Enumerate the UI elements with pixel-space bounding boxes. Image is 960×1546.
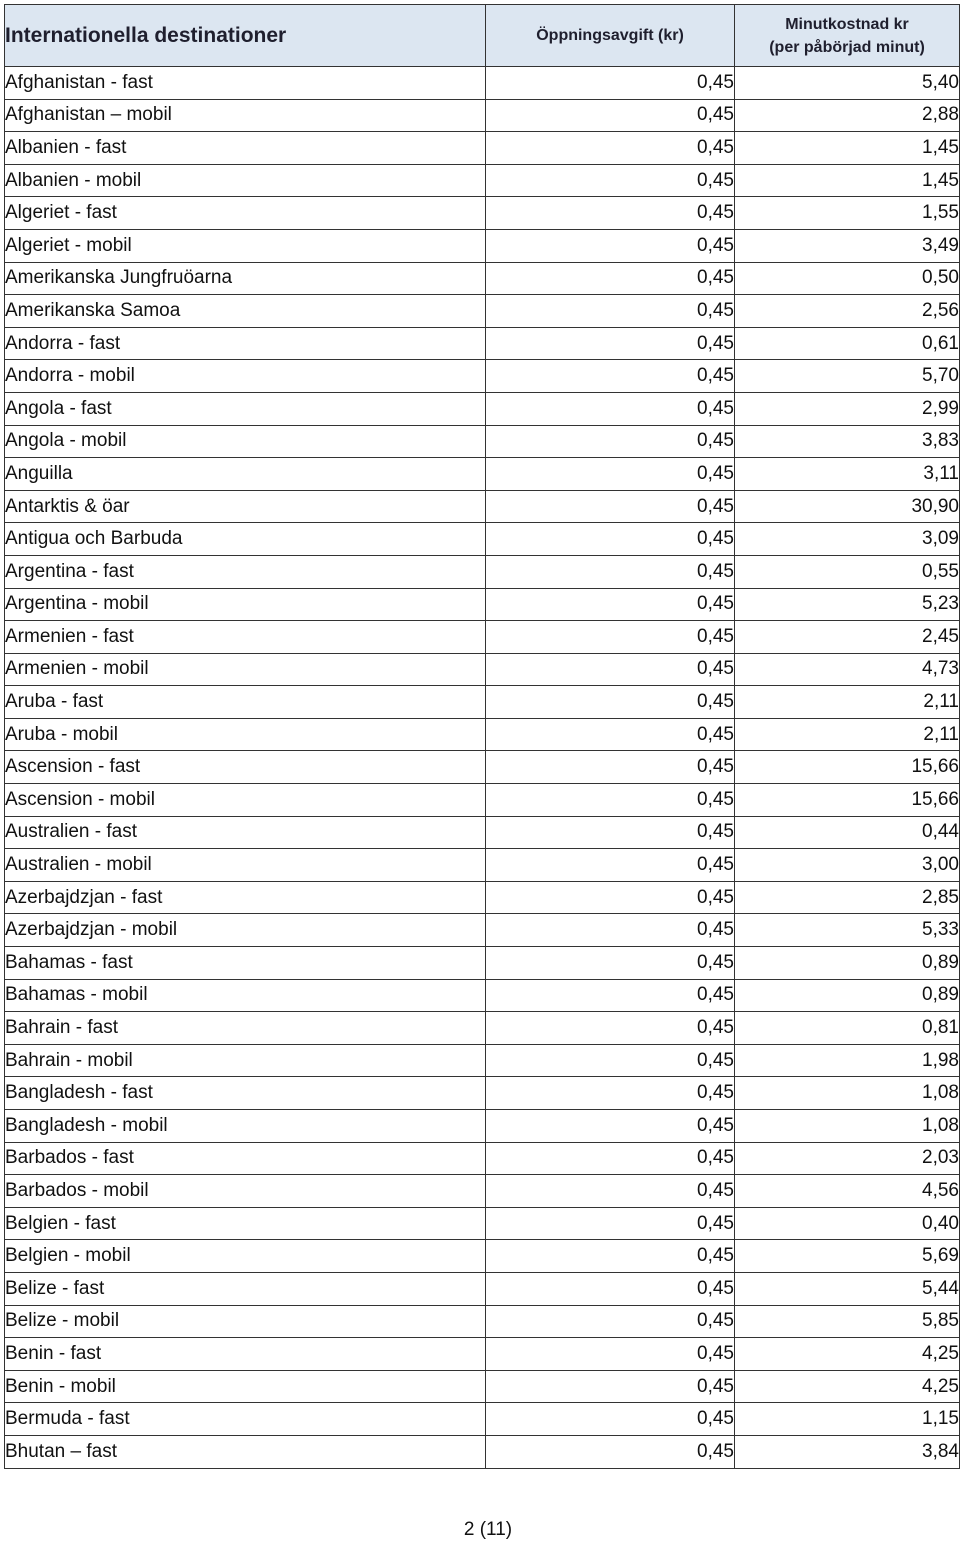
table-row <box>5 197 960 230</box>
cell-opening-fee: 0,45 <box>486 751 735 784</box>
page-number: 2 (11) <box>463 1519 513 1540</box>
table-row <box>5 881 960 914</box>
table-row <box>5 1110 960 1143</box>
cell-per-minute: 5,85 <box>735 1305 960 1338</box>
cell-opening-fee: 0,45 <box>486 99 735 132</box>
cell-opening-fee: 0,45 <box>486 132 735 165</box>
cell-per-minute: 0,40 <box>735 1207 960 1240</box>
cell-per-minute: 5,69 <box>735 1240 960 1273</box>
cell-per-minute: 2,99 <box>735 392 960 425</box>
cell-per-minute: 0,44 <box>735 816 960 849</box>
cell-per-minute: 2,11 <box>735 718 960 751</box>
cell-opening-fee: 0,45 <box>486 881 735 914</box>
cell-per-minute: 4,25 <box>735 1338 960 1371</box>
cell-per-minute: 1,45 <box>735 164 960 197</box>
table-row <box>5 1272 960 1305</box>
cell-opening-fee: 0,45 <box>486 979 735 1012</box>
cell-destination: Azerbajdzjan - mobil <box>5 914 486 947</box>
cell-opening-fee: 0,45 <box>486 490 735 523</box>
cell-per-minute: 3,11 <box>735 458 960 491</box>
cell-per-minute: 0,81 <box>735 1012 960 1045</box>
cell-destination: Angola - fast <box>5 392 486 425</box>
cell-per-minute: 5,40 <box>735 67 960 100</box>
table-row <box>5 1175 960 1208</box>
cell-per-minute: 4,73 <box>735 653 960 686</box>
cell-destination: Anguilla <box>5 458 486 491</box>
cell-opening-fee: 0,45 <box>486 1370 735 1403</box>
cell-destination: Afghanistan – mobil <box>5 99 486 132</box>
cell-destination: Andorra - mobil <box>5 360 486 393</box>
cell-opening-fee: 0,45 <box>486 523 735 556</box>
cell-destination: Afghanistan - fast <box>5 67 486 100</box>
table-body <box>5 67 960 1469</box>
table-row <box>5 588 960 621</box>
cell-opening-fee: 0,45 <box>486 327 735 360</box>
cell-destination: Aruba - fast <box>5 686 486 719</box>
cell-destination: Ascension - mobil <box>5 784 486 817</box>
cell-per-minute: 0,61 <box>735 327 960 360</box>
cell-opening-fee: 0,45 <box>486 1110 735 1143</box>
table-row <box>5 425 960 458</box>
table-row <box>5 1142 960 1175</box>
cell-destination: Amerikanska Samoa <box>5 295 486 328</box>
cell-opening-fee: 0,45 <box>486 360 735 393</box>
cell-opening-fee: 0,45 <box>486 1272 735 1305</box>
cell-per-minute: 2,45 <box>735 621 960 654</box>
table-row <box>5 1077 960 1110</box>
cell-destination: Bangladesh - mobil <box>5 1110 486 1143</box>
table-row <box>5 1370 960 1403</box>
cell-opening-fee: 0,45 <box>486 621 735 654</box>
cell-destination: Angola - mobil <box>5 425 486 458</box>
cell-per-minute: 0,50 <box>735 262 960 295</box>
cell-per-minute: 2,56 <box>735 295 960 328</box>
cell-destination: Armenien - fast <box>5 621 486 654</box>
cell-opening-fee: 0,45 <box>486 914 735 947</box>
cell-opening-fee: 0,45 <box>486 425 735 458</box>
cell-opening-fee: 0,45 <box>486 1338 735 1371</box>
cell-per-minute: 2,11 <box>735 686 960 719</box>
table-row <box>5 947 960 980</box>
cell-per-minute: 3,49 <box>735 229 960 262</box>
cell-opening-fee: 0,45 <box>486 816 735 849</box>
cell-destination: Australien - fast <box>5 816 486 849</box>
table-row <box>5 751 960 784</box>
header-destination: Internationella destinationer <box>5 5 486 67</box>
cell-opening-fee: 0,45 <box>486 67 735 100</box>
cell-opening-fee: 0,45 <box>486 686 735 719</box>
table-row <box>5 360 960 393</box>
cell-destination: Antarktis & öar <box>5 490 486 523</box>
cell-destination: Belize - mobil <box>5 1305 486 1338</box>
cell-opening-fee: 0,45 <box>486 718 735 751</box>
cell-per-minute: 3,09 <box>735 523 960 556</box>
cell-opening-fee: 0,45 <box>486 588 735 621</box>
cell-destination: Bahrain - fast <box>5 1012 486 1045</box>
cell-opening-fee: 0,45 <box>486 1044 735 1077</box>
table-row <box>5 849 960 882</box>
table-row <box>5 1012 960 1045</box>
cell-destination: Bangladesh - fast <box>5 1077 486 1110</box>
table-row <box>5 784 960 817</box>
cell-per-minute: 15,66 <box>735 784 960 817</box>
cell-opening-fee: 0,45 <box>486 1435 735 1468</box>
cell-opening-fee: 0,45 <box>486 295 735 328</box>
cell-destination: Andorra - fast <box>5 327 486 360</box>
cell-destination: Albanien - fast <box>5 132 486 165</box>
header-per-minute-line1: Minutkostnad kr <box>785 15 909 33</box>
header-per-minute <box>735 5 960 67</box>
cell-per-minute: 1,55 <box>735 197 960 230</box>
cell-per-minute: 2,88 <box>735 99 960 132</box>
cell-destination: Algeriet - mobil <box>5 229 486 262</box>
cell-opening-fee: 0,45 <box>486 1142 735 1175</box>
cell-destination: Antigua och Barbuda <box>5 523 486 556</box>
cell-opening-fee: 0,45 <box>486 849 735 882</box>
cell-destination: Australien - mobil <box>5 849 486 882</box>
cell-per-minute: 5,44 <box>735 1272 960 1305</box>
cell-destination: Belgien - mobil <box>5 1240 486 1273</box>
cell-opening-fee: 0,45 <box>486 784 735 817</box>
cell-opening-fee: 0,45 <box>486 1077 735 1110</box>
cell-per-minute: 1,08 <box>735 1110 960 1143</box>
table-row <box>5 979 960 1012</box>
rates-table <box>4 4 960 1469</box>
cell-per-minute: 1,15 <box>735 1403 960 1436</box>
table-row <box>5 1044 960 1077</box>
cell-destination: Aruba - mobil <box>5 718 486 751</box>
cell-opening-fee: 0,45 <box>486 1012 735 1045</box>
table-row <box>5 718 960 751</box>
table-row <box>5 555 960 588</box>
table-row <box>5 1207 960 1240</box>
header-row <box>5 5 960 67</box>
cell-per-minute: 1,98 <box>735 1044 960 1077</box>
table-row <box>5 392 960 425</box>
cell-opening-fee: 0,45 <box>486 262 735 295</box>
cell-opening-fee: 0,45 <box>486 197 735 230</box>
cell-destination: Ascension - fast <box>5 751 486 784</box>
cell-per-minute: 5,33 <box>735 914 960 947</box>
table-row <box>5 816 960 849</box>
table-row <box>5 621 960 654</box>
table-row <box>5 229 960 262</box>
table-header <box>5 5 960 67</box>
table-row <box>5 295 960 328</box>
table-row <box>5 164 960 197</box>
cell-destination: Argentina - mobil <box>5 588 486 621</box>
cell-opening-fee: 0,45 <box>486 555 735 588</box>
cell-per-minute: 3,00 <box>735 849 960 882</box>
cell-destination: Armenien - mobil <box>5 653 486 686</box>
cell-per-minute: 0,89 <box>735 947 960 980</box>
cell-destination: Bahrain - mobil <box>5 1044 486 1077</box>
cell-per-minute: 3,84 <box>735 1435 960 1468</box>
cell-destination: Amerikanska Jungfruöarna <box>5 262 486 295</box>
table-row <box>5 1240 960 1273</box>
cell-opening-fee: 0,45 <box>486 1403 735 1436</box>
cell-opening-fee: 0,45 <box>486 164 735 197</box>
cell-destination: Barbados - mobil <box>5 1175 486 1208</box>
table-row <box>5 132 960 165</box>
cell-opening-fee: 0,45 <box>486 1305 735 1338</box>
cell-per-minute: 15,66 <box>735 751 960 784</box>
cell-opening-fee: 0,45 <box>486 229 735 262</box>
cell-destination: Belgien - fast <box>5 1207 486 1240</box>
cell-destination: Bhutan – fast <box>5 1435 486 1468</box>
cell-opening-fee: 0,45 <box>486 947 735 980</box>
cell-per-minute: 4,25 <box>735 1370 960 1403</box>
cell-per-minute: 5,23 <box>735 588 960 621</box>
cell-destination: Albanien - mobil <box>5 164 486 197</box>
cell-per-minute: 4,56 <box>735 1175 960 1208</box>
table-row <box>5 523 960 556</box>
cell-per-minute: 0,89 <box>735 979 960 1012</box>
cell-destination: Algeriet - fast <box>5 197 486 230</box>
table-row <box>5 99 960 132</box>
cell-destination: Barbados - fast <box>5 1142 486 1175</box>
table-row <box>5 458 960 491</box>
cell-destination: Argentina - fast <box>5 555 486 588</box>
cell-opening-fee: 0,45 <box>486 1240 735 1273</box>
cell-per-minute: 2,85 <box>735 881 960 914</box>
cell-destination: Bermuda - fast <box>5 1403 486 1436</box>
cell-destination: Bahamas - fast <box>5 947 486 980</box>
cell-opening-fee: 0,45 <box>486 653 735 686</box>
table-row <box>5 1338 960 1371</box>
cell-per-minute: 1,08 <box>735 1077 960 1110</box>
cell-destination: Benin - mobil <box>5 1370 486 1403</box>
table-row <box>5 262 960 295</box>
table-row <box>5 653 960 686</box>
cell-opening-fee: 0,45 <box>486 458 735 491</box>
table-row <box>5 914 960 947</box>
cell-destination: Bahamas - mobil <box>5 979 486 1012</box>
cell-destination: Azerbajdzjan - fast <box>5 881 486 914</box>
cell-destination: Benin - fast <box>5 1338 486 1371</box>
cell-destination: Belize - fast <box>5 1272 486 1305</box>
cell-per-minute: 30,90 <box>735 490 960 523</box>
table-row <box>5 686 960 719</box>
header-per-minute-line2: (per påbörjad minut) <box>769 38 925 56</box>
table-row <box>5 327 960 360</box>
table-row <box>5 490 960 523</box>
cell-opening-fee: 0,45 <box>486 1175 735 1208</box>
cell-per-minute: 5,70 <box>735 360 960 393</box>
cell-opening-fee: 0,45 <box>486 1207 735 1240</box>
table-row <box>5 67 960 100</box>
table-row <box>5 1435 960 1468</box>
cell-opening-fee: 0,45 <box>486 392 735 425</box>
table-row <box>5 1403 960 1436</box>
cell-per-minute: 2,03 <box>735 1142 960 1175</box>
cell-per-minute: 1,45 <box>735 132 960 165</box>
table-row <box>5 1305 960 1338</box>
header-opening-fee: Öppningsavgift (kr) <box>486 5 735 67</box>
cell-per-minute: 0,55 <box>735 555 960 588</box>
cell-per-minute: 3,83 <box>735 425 960 458</box>
